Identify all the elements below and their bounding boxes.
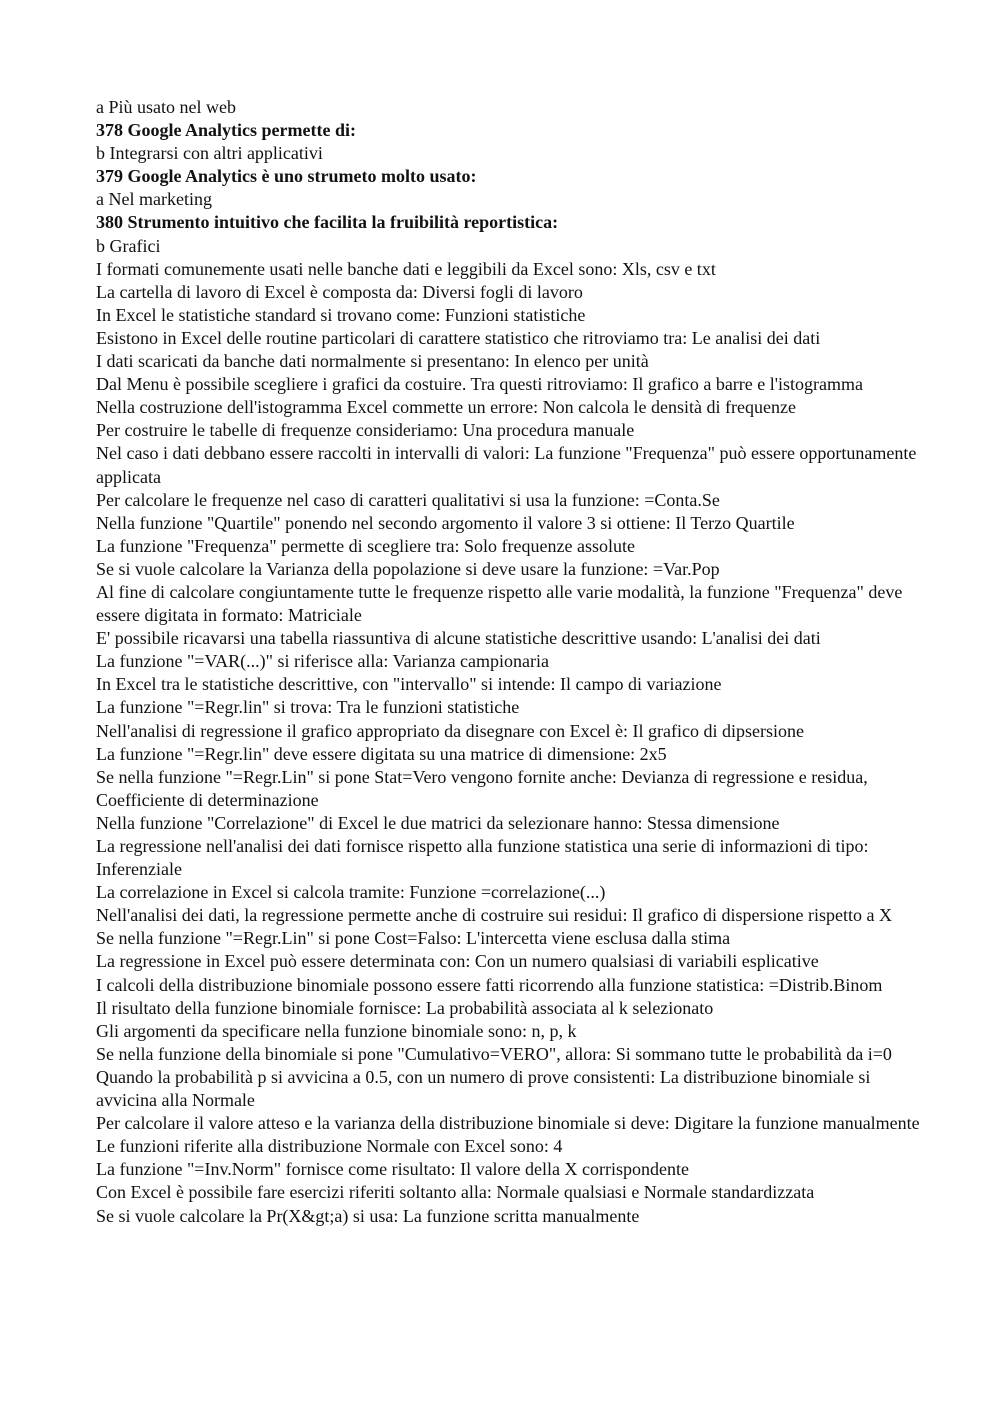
text-line: La funzione "=Regr.lin" si trova: Tra le funzioni statistiche xyxy=(96,697,520,718)
document-page xyxy=(96,96,926,1228)
text-line: La funzione "=Regr.lin" deve essere digitata su una matrice di dimensione: 2x5 xyxy=(96,743,667,764)
text-line: Nella costruzione dell'istogramma Excel commette un errore: Non calcola le densità di frequenze xyxy=(96,397,796,418)
text-line: Nella funzione "Quartile" ponendo nel secondo argomento il valore 3 si ottiene: Il Terzo Quartile xyxy=(96,512,795,533)
question-heading: 378 Google Analytics permette di: xyxy=(96,120,356,141)
text-line: b Grafici xyxy=(96,235,161,256)
text-line: In Excel tra le statistiche descrittive, con "intervallo" si intende: Il campo di variazione xyxy=(96,674,722,695)
text-line: Nel caso i dati debbano essere raccolti in intervalli di valori: La funzione "Frequenza" può essere opportunamente applicata xyxy=(96,443,917,487)
text-line: Nell'analisi di regressione il grafico appropriato da disegnare con Excel è: Il grafico di dipsersione xyxy=(96,720,804,741)
text-line: Nella funzione "Correlazione" di Excel le due matrici da selezionare hanno: Stessa dimensione xyxy=(96,812,780,833)
text-line: Se nella funzione "=Regr.Lin" si pone Stat=Vero vengono fornite anche: Devianza di regressione e residua, Coefficiente di determinazione xyxy=(96,766,868,810)
text-line: Al fine di calcolare congiuntamente tutte le frequenze rispetto alle varie modalità, la funzione "Frequenza" deve essere digitata in formato: Matriciale xyxy=(96,581,903,626)
text-line: Esistono in Excel delle routine particolari di carattere statistico che ritroviamo tra: Le analisi dei dati xyxy=(96,327,821,348)
text-line: Con Excel è possibile fare esercizi riferiti soltanto alla: Normale qualsiasi e Normale standardizzata xyxy=(96,1182,815,1203)
text-line: In Excel le statistiche standard si trovano come: Funzioni statistiche xyxy=(96,304,586,325)
text-line: Gli argomenti da specificare nella funzione binomiale sono: n, p, k xyxy=(96,1020,577,1041)
text-line: Se nella funzione della binomiale si pone "Cumulativo=VERO", allora: Si sommano tutte le probabilità da i=0 xyxy=(96,1043,892,1064)
text-line: La funzione "=VAR(...)" si riferisce alla: Varianza campionaria xyxy=(96,651,550,672)
text-line: La regressione nell'analisi dei dati fornisce rispetto alla funzione statistica una serie di informazioni di tipo: Inferenziale xyxy=(96,836,869,880)
text-line: Se nella funzione "=Regr.Lin" si pone Cost=Falso: L'intercetta viene esclusa dalla stima xyxy=(96,928,731,949)
text-line: Nell'analisi dei dati, la regressione permette anche di costruire sui residui: Il grafico di dispersione rispetto a X xyxy=(96,905,892,926)
text-line: Se si vuole calcolare la Pr(X&gt;a) si usa: La funzione scritta manualmente xyxy=(96,1205,640,1226)
text-line: Per costruire le tabelle di frequenze consideriamo: Una procedura manuale xyxy=(96,420,635,441)
text-line: I calcoli della distribuzione binomiale possono essere fatti ricorrendo alla funzione statistica: =Distrib.Binom xyxy=(96,974,883,995)
text-line: Quando la probabilità p si avvicina a 0.5, con un numero di prove consistenti: La distribuzione binomiale si avvicina alla Normale xyxy=(96,1066,871,1111)
text-line: La funzione "Frequenza" permette di scegliere tra: Solo frequenze assolute xyxy=(96,535,635,556)
text-line: I dati scaricati da banche dati normalmente si presentano: In elenco per unità xyxy=(96,351,649,372)
text-line: Se si vuole calcolare la Varianza della popolazione si deve usare la funzione: =Var.Pop xyxy=(96,558,720,579)
text-line: Dal Menu è possibile scegliere i grafici da costuire. Tra questi ritroviamo: Il grafico a barre e l'istogramma xyxy=(96,374,864,395)
text-line: La funzione "=Inv.Norm" fornisce come risultato: Il valore della X corrispondente xyxy=(96,1159,689,1180)
text-line: b Integrarsi con altri applicativi xyxy=(96,143,323,164)
text-line: La cartella di lavoro di Excel è composta da: Diversi fogli di lavoro xyxy=(96,281,583,302)
question-heading: 379 Google Analytics è uno strumeto molto usato: xyxy=(96,166,477,187)
text-line: Il risultato della funzione binomiale fornisce: La probabilità associata al k selezionato xyxy=(96,997,714,1018)
text-line: La correlazione in Excel si calcola tramite: Funzione =correlazione(...) xyxy=(96,882,606,903)
text-line: Le funzioni riferite alla distribuzione Normale con Excel sono: 4 xyxy=(96,1136,563,1157)
question-heading: 380 Strumento intuitivo che facilita la fruibilità reportistica: xyxy=(96,212,559,233)
text-line: Per calcolare il valore atteso e la varianza della distribuzione binomiale si deve: Digitare la funzione manualmente xyxy=(96,1113,920,1134)
text-line: a Più usato nel web xyxy=(96,97,236,117)
text-line: a Nel marketing xyxy=(96,189,212,210)
text-line: I formati comunemente usati nelle banche dati e leggibili da Excel sono: Xls, csv e txt xyxy=(96,258,716,279)
text-line: Per calcolare le frequenze nel caso di caratteri qualitativi si usa la funzione: =Conta.Se xyxy=(96,489,720,510)
text-line: E' possibile ricavarsi una tabella riassuntiva di alcune statistiche descrittive usando: L'analisi dei dati xyxy=(96,628,821,649)
text-line: La regressione in Excel può essere determinata con: Con un numero qualsiasi di variabili esplicative xyxy=(96,951,819,972)
